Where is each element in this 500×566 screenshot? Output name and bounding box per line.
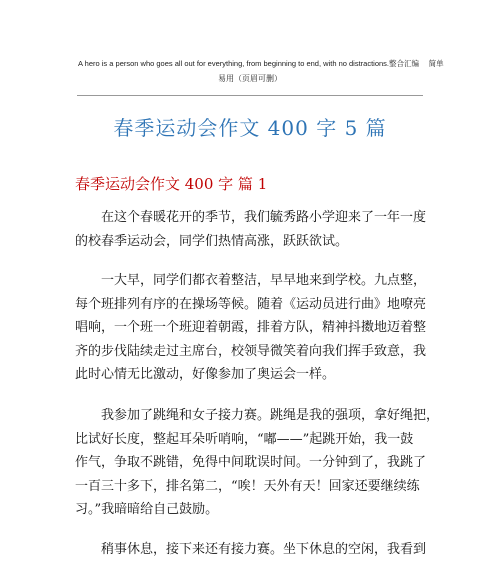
paragraph-line: 此时心情无比激动，好像参加了奥运会一样。 bbox=[75, 367, 336, 382]
paragraph-line: 齐的步伐陆续走过主席台，校领导微笑着向我们挥手致意，我 bbox=[75, 343, 427, 359]
paragraph-line: 在这个春暖花开的季节，我们毓秀路小学迎来了一年一度 bbox=[101, 210, 427, 225]
paragraph-line: 每个班排列有序的在操场等候。随着《运动员进行曲》地嘹亮 bbox=[75, 296, 427, 312]
paragraph-line: 一百三十多下，排名第二，“唉！天外有天！回家还要继续练 bbox=[75, 478, 420, 494]
section-heading: 春季运动会作文 400 字 篇 1 bbox=[75, 175, 268, 193]
paragraph-line: 的校春季运动会，同学们热情高涨，跃跃欲试。 bbox=[75, 233, 349, 249]
paragraph-3 bbox=[75, 404, 440, 522]
paragraph-1 bbox=[75, 206, 425, 253]
paragraph-line: 一大早，同学们都衣着整洁，早早地来到学校。九点整， bbox=[101, 273, 427, 288]
document-title: 春季运动会作文 400 字 5 篇 bbox=[113, 116, 387, 140]
paragraph-4 bbox=[75, 538, 425, 562]
paragraph-line: 作气，争取不跳错，免得中间耽误时间。一分钟到了，我跳了 bbox=[75, 455, 427, 470]
paragraph-line: 比试好长度，整起耳朵听哨响，“嘟——”起跳开始，我一鼓 bbox=[75, 431, 414, 447]
header-divider bbox=[77, 95, 423, 96]
header-text: A hero is a person who goes all out for everything, from beginning to end, with no distractions.整合汇编 简单 bbox=[78, 59, 444, 68]
paragraph-line: 唱响，一个班一个班迎着朝霞，排着方队，精神抖擞地迈着整 bbox=[75, 320, 427, 335]
paragraph-line: 习。”我暗暗给自己鼓励。 bbox=[75, 502, 219, 517]
paragraph-2 bbox=[75, 269, 425, 387]
paragraph-line: 稍事休息，接下来还有接力赛。坐下休息的空闲，我看到 bbox=[101, 542, 427, 557]
paragraph-line: 我参加了跳绳和女子接力赛。跳绳是我的强项，拿好绳把， bbox=[101, 408, 440, 423]
header-note: 易用（页眉可删） bbox=[218, 74, 282, 83]
